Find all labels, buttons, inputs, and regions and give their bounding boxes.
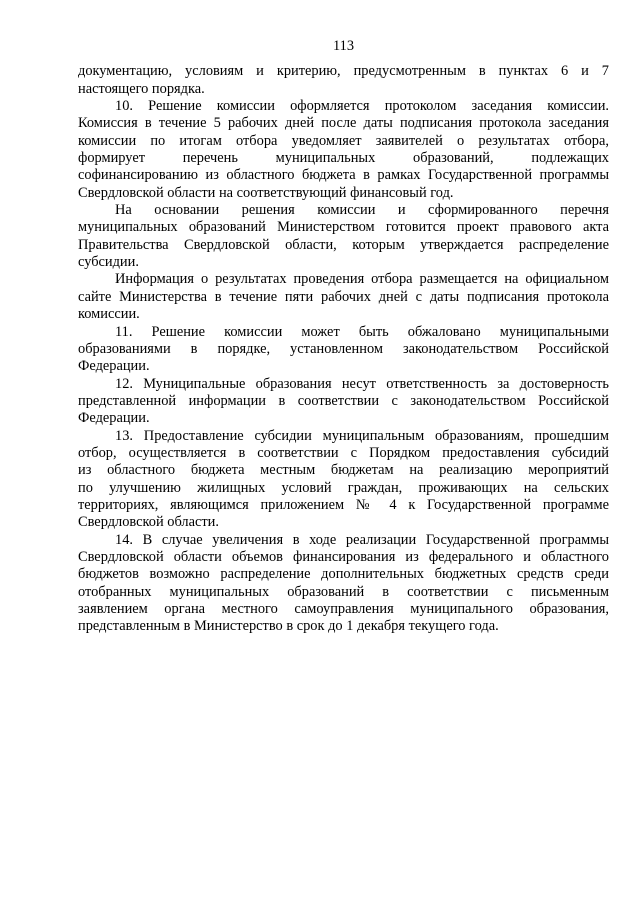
paragraph-12 (78, 376, 609, 428)
text-line: формирует перечень муниципальных образований, подлежащих (78, 150, 609, 167)
text-line: заявлением органа местного самоуправления муниципального образования, (78, 601, 609, 617)
text-line: 13. Предоставление субсидии муниципальным образованиям, прошедшим (115, 427, 609, 444)
text-line: комиссии по итогам отбора уведомляет заявителей о результатах отбора, (78, 132, 609, 149)
text-line: настоящего порядка. (78, 80, 205, 97)
text-line: представленным в Министерство в срок до 1 декабря текущего года. (78, 618, 499, 635)
text-line: из областного бюджета местным бюджетам на реализацию мероприятий (78, 462, 609, 479)
text-line: Федерации. (78, 410, 150, 427)
text-line: Свердловской области. (78, 514, 219, 531)
text-line: Комиссия в течение 5 рабочих дней после даты подписания протокола заседания (78, 115, 609, 132)
text-line: отобранных муниципальных образований в соответствии с письменным (78, 583, 609, 600)
text-line: Федерации. (78, 358, 150, 375)
paragraph-11 (78, 324, 609, 376)
text-line: Свердловской области объемов финансирования из федерального и областного (78, 548, 609, 565)
text-line: Свердловской области на соответствующий финансовый год. (78, 184, 454, 201)
text-line: представленной информации в соответствии с законодательством Российской (78, 392, 609, 409)
text-line: 10. Решение комиссии оформляется протоколом заседания комиссии. (115, 98, 609, 115)
text-line: 12. Муниципальные образования несут ответственность за достоверность (115, 375, 609, 392)
text-line: территориях, являющимся приложением № 4 к Государственной программе (78, 496, 609, 513)
text-line: образованиями в порядке, установленном законодательством Российской (78, 340, 609, 357)
text-line: документацию, условиям и критерию, предусмотренным в пунктах 6 и 7 (78, 63, 609, 80)
paragraph-10 (78, 98, 609, 202)
text-line: комиссии. (78, 306, 140, 323)
document-page (78, 38, 609, 636)
text-line: отбор, осуществляется в соответствии с Порядком предоставления субсидий (78, 444, 609, 461)
paragraph-14 (78, 532, 609, 636)
text-line: сайте Министерства в течение пяти рабочих дней с даты подписания протокола (78, 288, 609, 305)
text-line: Правительства Свердловской области, которым утверждается распределение (78, 236, 609, 253)
text-line: по улучшению жилищных условий граждан, проживающих на сельских (78, 479, 609, 496)
text-line: софинансированию из областного бюджета в рамках Государственной программы (78, 167, 609, 184)
paragraph-distribution-act (78, 202, 609, 271)
text-line: Информация о результатах проведения отбора размещается на официальном (115, 271, 609, 288)
text-line: На основании решения комиссии и сформированного перечня (115, 202, 609, 219)
text-line: бюджетов возможно распределение дополнительных бюджетных средств среди (78, 566, 609, 583)
paragraph-13 (78, 428, 609, 532)
text-line: субсидии. (78, 254, 139, 271)
paragraph-publication (78, 271, 609, 323)
paragraph-continuation (78, 63, 609, 98)
text-line: 14. В случае увеличения в ходе реализации Государственной программы (115, 531, 609, 548)
page-number: 113 (332, 38, 355, 54)
text-line: 11. Решение комиссии может быть обжаловано муниципальными (115, 323, 609, 340)
text-line: муниципальных образований Министерством готовится проект правового акта (78, 219, 609, 236)
